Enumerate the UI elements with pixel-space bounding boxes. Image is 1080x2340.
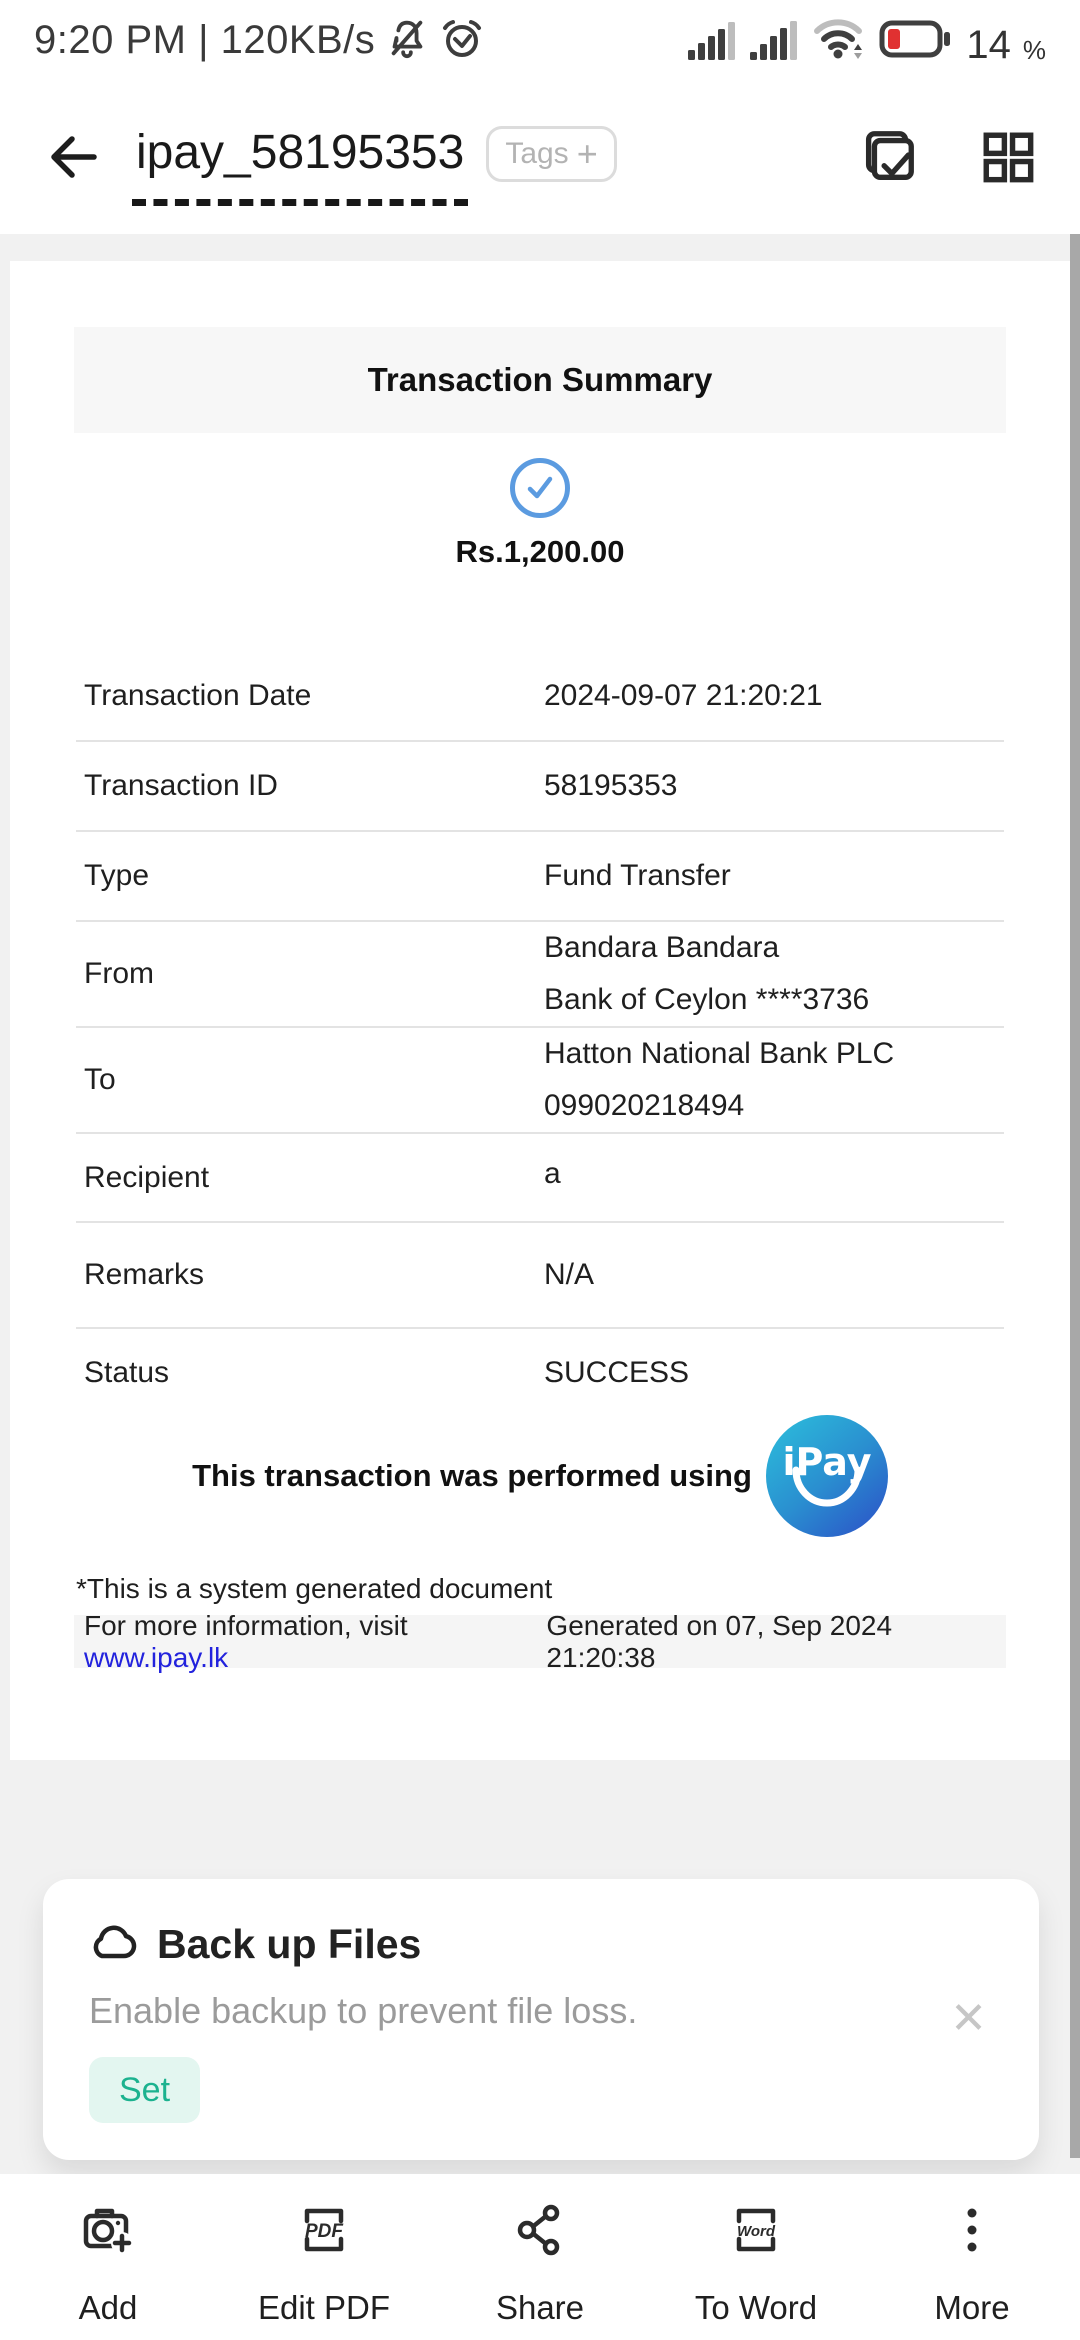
battery-icon bbox=[878, 18, 954, 65]
status-right bbox=[688, 16, 1046, 65]
signal-sim2-icon bbox=[750, 18, 800, 65]
row-label: Status bbox=[84, 1356, 170, 1389]
toolbar-to-word-button[interactable] bbox=[648, 2174, 864, 2340]
svg-text:iPay: iPay bbox=[782, 1440, 872, 1484]
set-backup-button[interactable]: Set bbox=[89, 2057, 200, 2123]
table-row bbox=[76, 742, 1004, 832]
transaction-amount: Rs.1,200.00 bbox=[455, 534, 625, 569]
close-icon[interactable]: ✕ bbox=[950, 1994, 987, 2043]
row-value: 2024-09-07 21:20:21 bbox=[544, 679, 823, 712]
footer-generated: Generated on 07, Sep 2024 21:20:38 bbox=[546, 1609, 893, 1673]
summary-title: Transaction Summary bbox=[367, 361, 713, 398]
table-row bbox=[76, 922, 1004, 1028]
tags-plus-icon: + bbox=[576, 133, 598, 174]
backup-card-header bbox=[89, 1921, 1039, 1968]
status-left bbox=[34, 15, 485, 66]
row-value: N/A bbox=[544, 1258, 595, 1291]
toolbar-more-button[interactable] bbox=[864, 2174, 1080, 2340]
more-dots-icon bbox=[942, 2200, 1002, 2265]
back-button[interactable] bbox=[40, 125, 104, 189]
backup-card bbox=[43, 1879, 1039, 2160]
viewer-scrollbar[interactable] bbox=[1070, 234, 1080, 2158]
ipay-link[interactable]: www.ipay.lk bbox=[84, 1641, 229, 1673]
row-label: Remarks bbox=[84, 1258, 205, 1291]
transaction-table bbox=[76, 652, 1004, 1417]
toolbar-edit-pdf-button[interactable] bbox=[216, 2174, 432, 2340]
success-check-wrap bbox=[10, 458, 1070, 518]
select-pages-button[interactable] bbox=[856, 125, 920, 189]
performed-using-line bbox=[10, 1415, 1070, 1537]
row-label: Transaction ID bbox=[84, 769, 278, 802]
row-value: SUCCESS bbox=[544, 1356, 690, 1389]
signal-sim1-icon bbox=[688, 18, 738, 65]
backup-card-subtitle: Enable backup to prevent file loss. bbox=[89, 1990, 638, 2031]
svg-text:PDF: PDF bbox=[305, 2221, 343, 2242]
table-row bbox=[76, 1223, 1004, 1329]
row-value: 58195353 bbox=[544, 769, 678, 802]
footer-left: For more information, visit www.ipay.lk bbox=[84, 1609, 408, 1673]
svg-text:Word: Word bbox=[736, 2223, 776, 2240]
row-label: Transaction Date bbox=[84, 679, 312, 712]
row-label: From bbox=[84, 957, 154, 990]
battery-percent: 14 bbox=[966, 22, 1011, 67]
document-title[interactable]: ipay_58195353 bbox=[132, 129, 468, 206]
row-value: Bandara Bandara Bank of Ceylon ****3736 bbox=[544, 931, 870, 1016]
clock-and-speed: 9:20 PM | 120KB/s bbox=[34, 17, 376, 62]
table-row bbox=[76, 1329, 1004, 1417]
tags-chip[interactable] bbox=[486, 126, 616, 182]
toolbar-label: To Word bbox=[694, 2289, 818, 2326]
pdf-icon bbox=[294, 2200, 354, 2265]
pdf-page bbox=[10, 261, 1070, 1760]
row-label: Recipient bbox=[84, 1160, 210, 1194]
success-check-icon bbox=[510, 458, 570, 518]
table-row bbox=[76, 652, 1004, 742]
table-row bbox=[76, 1134, 1004, 1223]
share-icon bbox=[510, 2200, 570, 2265]
table-row bbox=[76, 832, 1004, 922]
toolbar-label: Share bbox=[495, 2289, 585, 2326]
cloud-icon bbox=[89, 1922, 139, 1967]
tags-label: Tags bbox=[505, 137, 569, 170]
toolbar-add-button[interactable] bbox=[0, 2174, 216, 2340]
performed-using-text: This transaction was performed using bbox=[192, 1458, 752, 1493]
row-value: Fund Transfer bbox=[544, 859, 731, 892]
pdf-viewer[interactable] bbox=[0, 234, 1080, 2174]
camera-add-icon bbox=[78, 2200, 138, 2265]
word-icon bbox=[726, 2200, 786, 2265]
document-footer bbox=[74, 1609, 1006, 1673]
app-bar bbox=[0, 80, 1080, 234]
alarm-icon bbox=[439, 15, 485, 66]
table-row bbox=[76, 1028, 1004, 1134]
mute-bell-icon bbox=[385, 15, 429, 66]
row-value: Hatton National Bank PLC 099020218494 bbox=[544, 1037, 895, 1122]
battery-percent-sign: % bbox=[1022, 34, 1046, 65]
summary-header-band bbox=[74, 327, 1006, 433]
row-value: a bbox=[544, 1157, 561, 1190]
backup-card-title: Back up Files bbox=[157, 1921, 422, 1967]
row-label: Type bbox=[84, 859, 150, 892]
bottom-toolbar bbox=[0, 2174, 1080, 2340]
wifi-icon bbox=[812, 16, 866, 65]
status-bar bbox=[0, 0, 1080, 80]
ipay-logo bbox=[766, 1415, 888, 1537]
row-label: To bbox=[84, 1063, 116, 1096]
toolbar-share-button[interactable] bbox=[432, 2174, 648, 2340]
system-generated-note: *This is a system generated document bbox=[76, 1573, 553, 1604]
toolbar-label: Edit PDF bbox=[257, 2289, 391, 2326]
grid-view-button[interactable] bbox=[976, 125, 1040, 189]
toolbar-label: More bbox=[934, 2289, 1010, 2326]
toolbar-label: Add bbox=[78, 2289, 138, 2326]
